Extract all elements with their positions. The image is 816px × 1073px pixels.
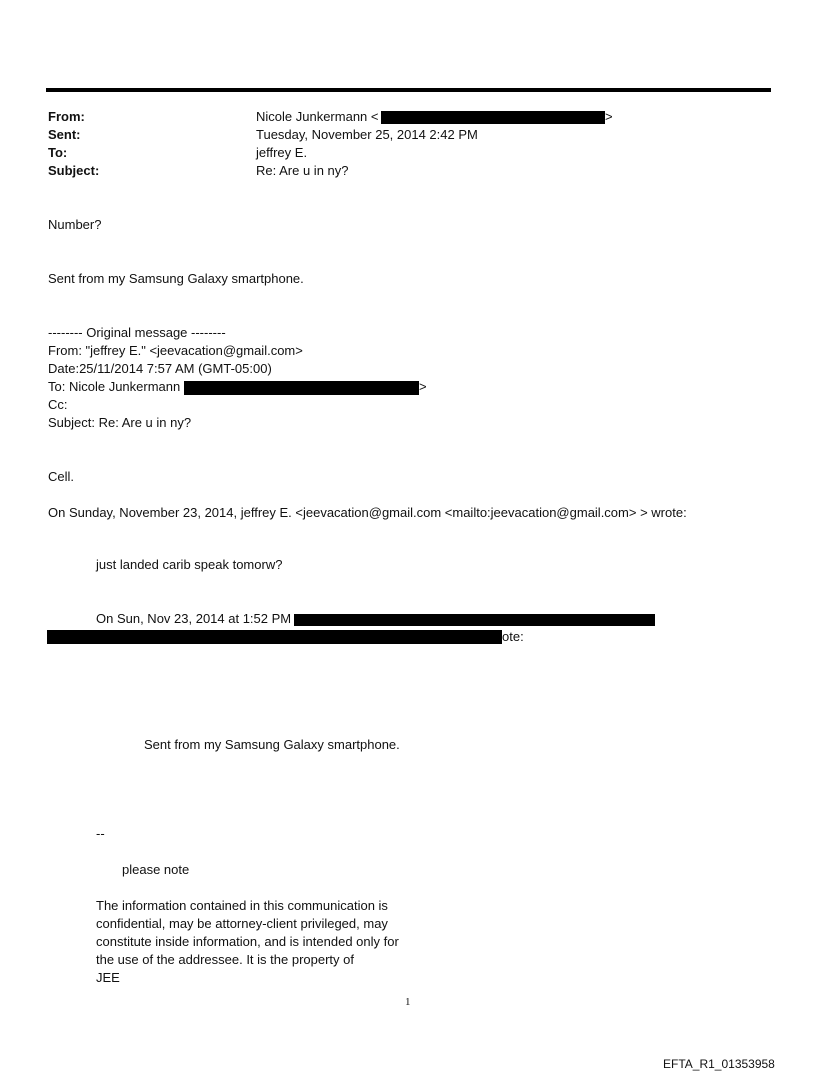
original-from: From: "jeffrey E." <jeevacation@gmail.com>	[48, 343, 303, 358]
disclaimer-line: JEE	[96, 970, 120, 985]
disclaimer-line: confidential, may be attorney-client privileged, may	[96, 916, 388, 931]
from-label: From:	[48, 109, 85, 124]
to-value: jeffrey E.	[256, 145, 308, 160]
header-rule	[46, 88, 771, 92]
from-close: >	[605, 109, 613, 124]
signature-dash: --	[96, 826, 105, 841]
document-id: EFTA_R1_01353958	[663, 1057, 775, 1071]
original-to: To: Nicole Junkermann	[48, 379, 181, 394]
original-date: Date:25/11/2014 7:57 AM (GMT-05:00)	[48, 361, 272, 376]
subject-label: Subject:	[48, 163, 100, 178]
original-divider: -------- Original message --------	[48, 325, 226, 340]
original-cc: Cc:	[48, 397, 68, 412]
please-note: please note	[122, 862, 190, 877]
sent-value: Tuesday, November 25, 2014 2:42 PM	[256, 127, 478, 142]
quoted-line-landed: just landed carib speak tomorw?	[96, 557, 283, 572]
quoted-on-sun: On Sun, Nov 23, 2014 at 1:52 PM	[96, 611, 292, 626]
disclaimer-line: constitute inside information, and is intended only for	[96, 934, 399, 949]
quoted-wrote-tail: ote:	[502, 629, 524, 644]
original-to-close: >	[419, 379, 427, 394]
redaction-to-email	[184, 381, 419, 395]
wrote-line: On Sunday, November 23, 2014, jeffrey E. <jeevacation@gmail.com <mailto:jeevacation@gmail.com> > wrote:	[48, 505, 687, 520]
original-subject: Subject: Re: Are u in ny?	[48, 415, 192, 430]
reply-cell: Cell.	[48, 469, 75, 484]
body-line-sent-from: Sent from my Samsung Galaxy smartphone.	[48, 271, 304, 286]
subject-value: Re: Are u in ny?	[256, 163, 349, 178]
page-number: 1	[405, 996, 411, 1008]
disclaimer-line: The information contained in this communication is	[96, 898, 388, 913]
redaction-quoted-sender-1	[294, 614, 655, 626]
body-line-number: Number?	[48, 217, 102, 232]
disclaimer-line: the use of the addressee. It is the property of	[96, 952, 354, 967]
from-value: Nicole Junkermann <	[256, 109, 379, 124]
sent-label: Sent:	[48, 127, 81, 142]
redaction-quoted-sender-2	[47, 630, 502, 644]
quoted-sent-from: Sent from my Samsung Galaxy smartphone.	[144, 737, 400, 752]
to-label: To:	[48, 145, 68, 160]
redaction-from-email	[381, 111, 605, 124]
